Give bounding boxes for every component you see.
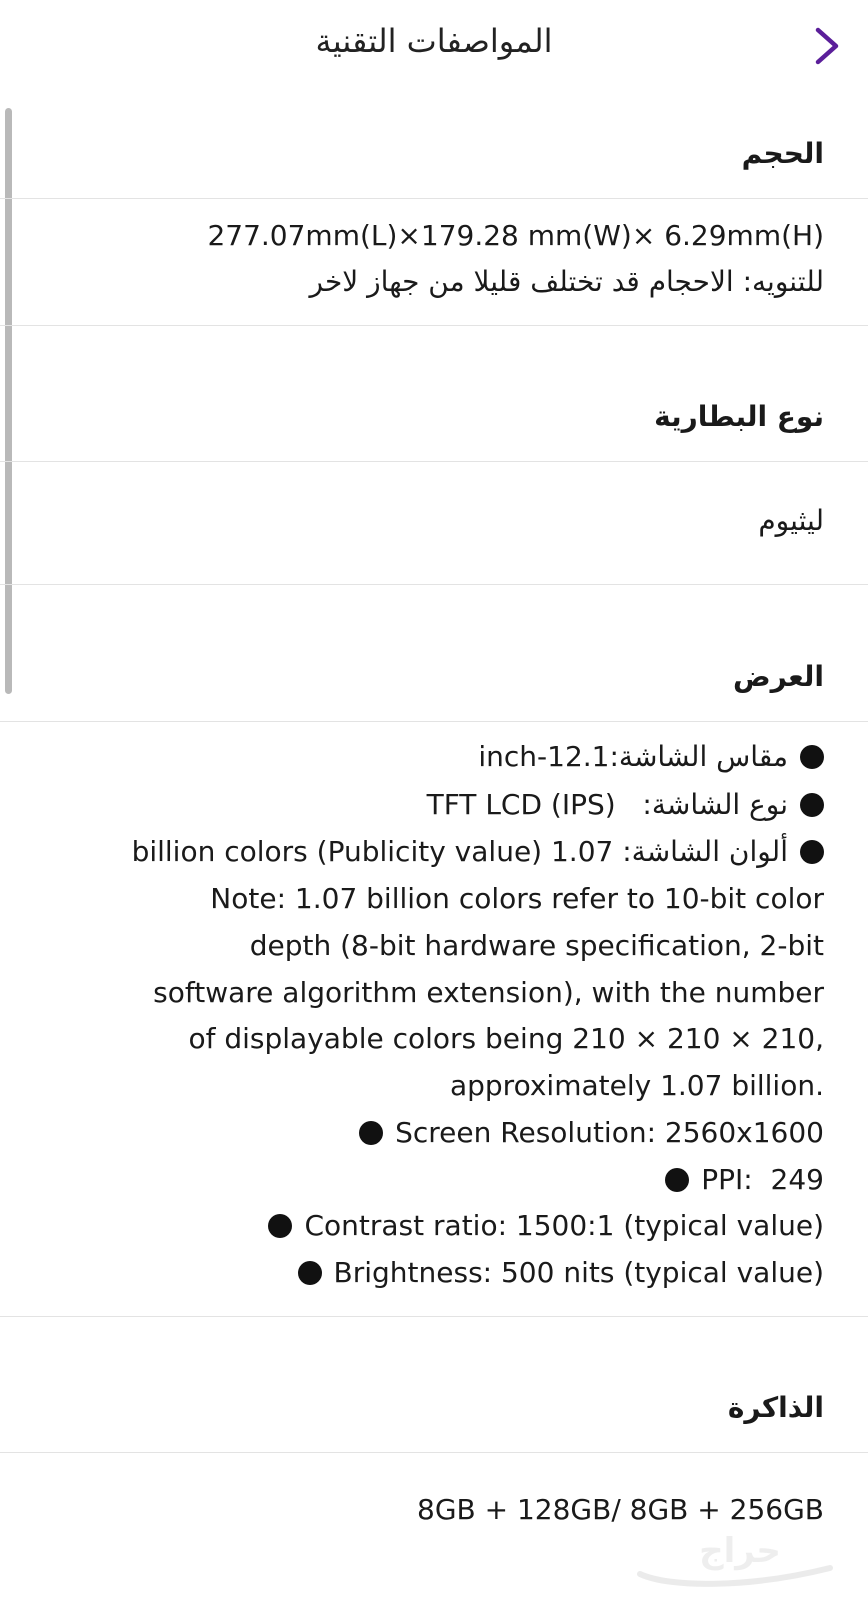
ppi-text: PPI: 249 [701, 1163, 824, 1196]
brightness-item [298, 1256, 824, 1289]
memory-section-header [0, 1317, 868, 1453]
bullet-icon [268, 1214, 292, 1238]
size-heading: الحجم [741, 137, 824, 170]
bullet-icon [359, 1121, 383, 1145]
size-note: للتنويه: الاحجام قد تختلف قليلا من جهاز لاخر [309, 265, 824, 298]
colors-note-line: software algorithm extension), with the number [153, 976, 824, 1009]
memory-heading: الذاكرة [727, 1391, 824, 1424]
memory-value: 8GB + 128GB/ 8GB + 256GB [417, 1493, 824, 1526]
screen-colors-value: billion colors (Publicity value) 1.07 [131, 835, 614, 868]
brightness-text: Brightness: 500 nits (typical value) [333, 1256, 824, 1289]
watermark-text: حراج [699, 1531, 781, 1571]
screen-type-value: TFT LCD (IPS) [426, 788, 616, 821]
screen-size-item [478, 740, 824, 773]
screen-size-text: مقاس الشاشة:inch-12.1 [478, 740, 788, 773]
size-section-body [0, 199, 868, 326]
bullet-icon [298, 1261, 322, 1285]
screen-type-label: نوع الشاشة: [642, 788, 788, 821]
haraj-watermark-logo [630, 1522, 840, 1592]
contrast-text: Contrast ratio: 1500:1 (typical value) [304, 1209, 824, 1242]
bullet-icon [665, 1168, 689, 1192]
size-section-header [0, 92, 868, 199]
colors-note-line: approximately 1.07 billion. [449, 1069, 824, 1102]
display-section-header [0, 585, 868, 722]
battery-heading: نوع البطارية [654, 400, 824, 433]
bullet-icon [800, 745, 824, 769]
battery-section-body [0, 462, 868, 585]
page-title: المواصفات التقنية [315, 22, 553, 60]
colors-note-line: depth (8-bit hardware specification, 2-bit [249, 929, 824, 962]
bullet-icon [800, 793, 824, 817]
colors-note-line: Note: 1.07 billion colors refer to 10-bit color [210, 882, 824, 915]
top-bar [0, 0, 868, 92]
screen-colors-label: ألوان الشاشة: [622, 835, 788, 868]
bullet-icon [800, 840, 824, 864]
screen-type-item [427, 788, 824, 821]
battery-value: ليثيوم [758, 504, 824, 537]
size-dimensions: 277.07mm(L)×179.28 mm(W)× 6.29mm(H) [207, 219, 824, 252]
display-heading: العرض [733, 660, 824, 693]
battery-section-header [0, 326, 868, 462]
contrast-item [268, 1209, 824, 1242]
chevron-right-icon[interactable] [806, 26, 846, 66]
display-section-body [0, 722, 868, 1317]
resolution-text: Screen Resolution: 2560x1600 [395, 1116, 824, 1149]
resolution-item [359, 1116, 824, 1149]
colors-note-line: of displayable colors being 210 × 210 × 210, [188, 1022, 824, 1055]
ppi-item [665, 1163, 824, 1196]
screen-colors-item [132, 835, 824, 868]
